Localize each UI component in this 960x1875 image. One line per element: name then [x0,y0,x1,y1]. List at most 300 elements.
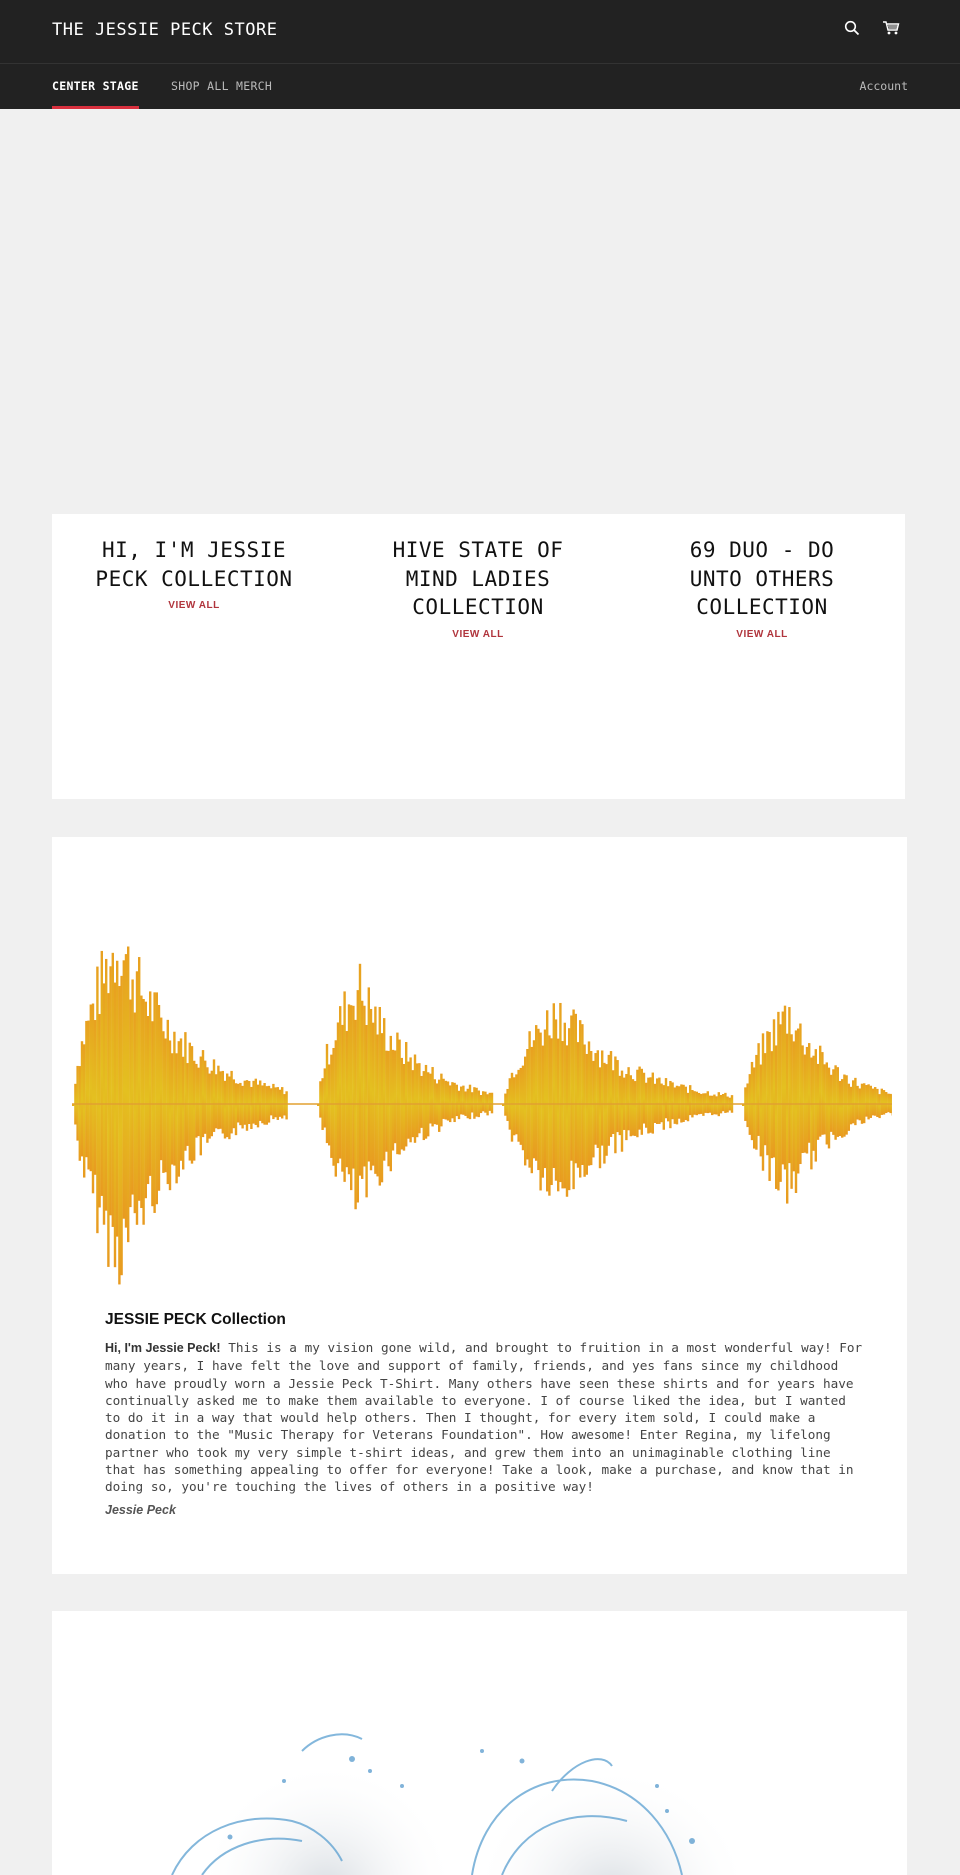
waveform-bar [612,1070,614,1134]
waveform-bar [517,1070,519,1142]
waveform-bar [616,1060,618,1132]
waveform-bar [385,1051,387,1152]
waveform-bar [226,1074,228,1138]
waveform-bar [191,1046,193,1164]
waveform-bar [445,1081,447,1120]
waveform-bar [189,1043,191,1161]
waveform-bar [112,953,114,1227]
waveform-bar [537,1029,539,1170]
waveform-bar [431,1067,433,1126]
waveform-bar [319,1081,321,1117]
waveform-bar [85,1021,87,1157]
waveform-bar [559,1003,561,1182]
waveform-bar [392,1050,394,1151]
waveform-bar [87,1021,89,1170]
waveform-bar [195,1064,197,1138]
store-logo[interactable]: THE JESSIE PECK STORE [52,20,278,40]
waveform-bar [425,1065,427,1139]
waveform-bar [250,1087,252,1129]
waveform-bar [539,1033,541,1191]
waveform-bar [656,1078,658,1124]
waveform-bar [707,1091,709,1113]
waveform-bar [350,1005,352,1190]
waveform-bar [513,1077,515,1135]
waveform-bar [114,983,116,1268]
waveform-bar [365,1025,367,1197]
waveform-bar [795,1030,797,1193]
waveform-bar [848,1084,850,1131]
collection-title: HIVE STATE OF MIND LADIES COLLECTION [392,538,564,619]
nav-item-center-stage[interactable]: CENTER STAGE [52,64,139,109]
waveform-bar [630,1075,632,1136]
waveform-bar [440,1074,442,1127]
waveform-bar [219,1071,221,1128]
waveform-bar [127,947,129,1243]
waveform-bar [865,1085,867,1117]
waveform-bar [162,1031,164,1173]
waveform-bar [621,1071,623,1152]
waveform-bar [678,1086,680,1118]
waveform-bar [92,1004,94,1194]
waveform-bar [528,1031,530,1167]
collection-grid [52,514,905,799]
waveform-bar [568,1028,570,1190]
waveform-bar [202,1050,204,1137]
waveform-bar [605,1064,607,1156]
waveform-bar [856,1086,858,1120]
waveform-bar [583,1044,585,1176]
waveform-bar [83,1044,85,1177]
waveform-bar [572,1010,574,1190]
waveform-bar [222,1071,224,1134]
waveform-bar [403,1064,405,1151]
waveform-bar [379,1007,381,1186]
waveform-bar [270,1088,272,1115]
waveform-bar [259,1081,261,1121]
waveform-bar [416,1063,418,1137]
waveform-bar [782,1012,784,1165]
waveform-bar [241,1086,243,1129]
search-icon[interactable] [844,20,860,36]
waveform-bar [874,1087,876,1116]
waveform-bar [81,1041,83,1156]
waveform-bar [451,1082,453,1118]
waveform-bar [90,1005,92,1172]
waveform-bar [790,1034,792,1189]
waveform-bar [550,1038,552,1185]
waveform-bar [520,1068,522,1145]
waveform-bar [491,1093,493,1114]
waveform-bar [266,1086,268,1125]
waveform-bar [658,1078,660,1124]
waveform-bar [423,1071,425,1140]
waveform-bar [237,1084,239,1123]
waveform-bar [248,1081,250,1124]
waveform-bar [149,991,151,1176]
waveform-bar [335,1040,337,1176]
waveform-bar [852,1080,854,1123]
waveform-bar [208,1074,210,1139]
waveform-bar [843,1075,845,1137]
waveform-bar [429,1074,431,1124]
waveform-bar [394,1050,396,1143]
waveform-bar [522,1066,524,1151]
waveform-bar [687,1093,689,1121]
waveform-bar [663,1085,665,1130]
collection-title: 69 DUO - DO UNTO OTHERS COLLECTION [689,538,835,619]
waveform-bar [230,1071,232,1134]
waveform-bar [182,1057,184,1170]
waveform-bar [164,1039,166,1173]
waveform-bar [246,1080,248,1131]
waveform-bar [689,1085,691,1115]
waveform-bar [863,1083,865,1123]
waveform-bar [819,1046,821,1137]
waveform-bar [806,1047,808,1154]
waveform-bar [832,1069,834,1135]
waveform-bar [453,1083,455,1122]
waveform-bar [823,1064,825,1134]
waveform-bar [418,1063,420,1133]
waveform-bar [447,1081,449,1120]
waveform-bar [471,1092,473,1112]
waveform-bar [561,1041,563,1188]
waveform-bar [845,1075,847,1134]
waveform-bar [577,1042,579,1168]
waveform-bar [854,1078,856,1125]
waveform-bar [145,1002,147,1199]
waveform-bar [178,1041,180,1176]
waveform-bar [215,1074,217,1128]
waveform-bar [409,1057,411,1142]
waveform-bar [368,987,370,1161]
waveform-bar [599,1067,601,1168]
waveform-bar [107,993,109,1267]
waveform-bar [332,1048,334,1166]
waveform-bar [760,1065,762,1157]
waveform-bar [768,1032,770,1181]
waveform-bar [213,1059,215,1132]
collection-card[interactable] [662,536,862,641]
waveform-bar [153,992,155,1213]
waveform-bar [257,1085,259,1128]
waveform-bar [98,1014,100,1207]
waveform-bar [592,1061,594,1157]
waveform-bar [878,1094,880,1118]
view-all-link[interactable]: VIEW ALL [168,600,220,611]
waveform-bar [330,1055,332,1158]
header-icons [844,20,900,36]
waveform-bar [665,1078,667,1118]
waveform-bar [458,1091,460,1119]
waveform-bar [169,1040,171,1190]
waveform-bar [224,1081,226,1139]
nav-item-shop-all-merch[interactable]: SHOP ALL MERCH [171,79,273,93]
waveform-bar [473,1087,475,1119]
waveform-bar [173,1032,175,1166]
waveform-bar [489,1093,491,1111]
waveform-bar [109,966,111,1215]
waveform-bar [834,1065,836,1139]
waveform-bar [116,961,118,1237]
waveform-bar [660,1084,662,1123]
waveform-bar [784,1006,786,1170]
waveform-bar [762,1033,764,1170]
waveform-bar [579,1020,581,1177]
waveform-bar [777,1012,779,1191]
waveform-bar [553,1003,555,1168]
waveform-bar [171,1053,173,1164]
waveform-bar [374,1007,376,1174]
waveform-bar [533,1040,535,1158]
waveform-bar [484,1092,486,1113]
waveform-bar [357,990,359,1202]
waveform-bar [134,1012,136,1213]
waveform-bar [482,1091,484,1111]
waveform-bar [252,1081,254,1124]
waveform-bar [821,1052,823,1135]
waveform-bar [160,1018,162,1161]
waveform-bar [887,1094,889,1112]
waveform-bar [475,1088,477,1117]
waveform-bar [779,1024,781,1182]
collection-card[interactable] [94,536,294,612]
waveform-bar [722,1094,724,1111]
waveform-bar [361,1001,363,1179]
waveform-bar [283,1094,285,1115]
waveform-bar [387,1051,389,1166]
waveform-bar [200,1057,202,1156]
waveform-bar [120,976,122,1275]
waveform-bar [810,1058,812,1170]
waveform-bar [339,1006,341,1158]
waveform-bar [206,1067,208,1142]
waveform-bar [793,1041,795,1171]
waveform-bar [614,1056,616,1153]
waveform-bar [647,1078,649,1134]
waveform-bar [125,954,127,1228]
waveform-bar [193,1061,195,1161]
waveform-bar [370,1009,372,1170]
feature-text [105,1339,865,1496]
waveform-bar [601,1050,603,1145]
waveform-bar [486,1094,488,1115]
waveform-bar [123,960,125,1218]
waveform-bar [136,971,138,1225]
waveform-bar [94,1020,96,1175]
waveform-bar [570,1015,572,1160]
waveform-bar [285,1091,287,1119]
waveform-bar [151,1021,153,1206]
waveform-bar [881,1089,883,1115]
waveform-bar [105,959,107,1211]
waveform-bar [555,1019,557,1180]
waveform-bar [531,1047,533,1173]
waveform-bar [469,1085,471,1119]
waveform-bar [786,1034,788,1204]
waveform-bar [348,1004,350,1174]
waveform-bar [363,1006,365,1167]
waveform-bar [235,1083,237,1135]
waveform-bar [634,1081,636,1136]
waveform-bar [764,1053,766,1145]
collection-card[interactable] [378,536,578,641]
waveform-bar [674,1087,676,1123]
waveform-bar [638,1067,640,1130]
waveform-bar [244,1081,246,1125]
waveform-bar [799,1024,801,1165]
waveform-bar [326,1044,328,1143]
waveform-bar [456,1085,458,1116]
waveform-bar [420,1076,422,1128]
view-all-link[interactable]: VIEW ALL [452,628,504,640]
waveform-bar [876,1089,878,1117]
waveform-bar [753,1067,755,1148]
waveform-bar [645,1083,647,1128]
waveform-bar [376,1034,378,1176]
waveform-bar [438,1080,440,1132]
waveform-bar [815,1049,817,1161]
waveform-bar [788,1007,790,1163]
waveform-bar [442,1079,444,1119]
waveform-bar [797,1029,799,1174]
waveform-bar [197,1068,199,1136]
collection-title: HI, I'M JESSIE PECK COLLECTION [95,538,293,591]
waveform-bar [870,1086,872,1118]
waveform-bar [255,1079,257,1125]
waveform-bar [610,1051,612,1137]
waveform-bar [184,1032,186,1151]
waveform-bar [641,1069,643,1135]
feature-heading: JESSIE PECK Collection [105,1311,286,1328]
waveform-bar [643,1073,645,1124]
waveform-bar [817,1064,819,1140]
cart-icon[interactable] [882,20,900,36]
waveform-bar [883,1090,885,1114]
waveform-bar [328,1064,330,1145]
waveform-bar [671,1082,673,1119]
waveform-bar [627,1067,629,1130]
waveform-bar [79,1066,81,1161]
waveform-bar [147,1016,149,1184]
waveform-bar [808,1043,810,1143]
waveform-bar [872,1089,874,1116]
waveform-bar [566,1045,568,1196]
waveform-bar [396,1033,398,1155]
waveform-bar [407,1062,409,1139]
waveform-bar [755,1055,757,1150]
waveform-bar [272,1084,274,1119]
waveform-bar [746,1083,748,1127]
waveform-bar [118,986,120,1284]
waveform-bar [649,1077,651,1132]
waveform-bar [715,1096,717,1114]
waveform-bar [619,1076,621,1135]
waveform-bar [828,1068,830,1149]
feature-section [52,837,907,1574]
waveform-image [72,867,892,1287]
waveform-bar [867,1084,869,1119]
waveform-bar [704,1093,706,1113]
waveform-bar [204,1061,206,1134]
waveform-bar [156,992,158,1204]
feature-body: This is a my vision gone wild, and brought to fruition in a most wonderful way! For many years, I have felt the love and support of family, friends, and yes fans since my childhood who have proudly worn a Jessie Peck T-Shirt. Many others have seen these shirts and for years have continually asked me to make them available to everyone. I of course liked the idea, but I wanted to do it in a way that would help others. Then I thought, for every item sold, I could make a donation to the "Music Therapy for Veterans Foundation". How awesome! Enter Regina, my lifelong partner who took my very simple t-shirt ideas, and grew them into an unimaginable clothing line that has something appealing to offer for everyone! Take a look, make a purchase, and know that in doing so, you're touching the lives of others in a positive way! [105,1340,863,1495]
waveform-bar [131,979,133,1194]
waveform-bar [142,999,144,1225]
waveform-bar [590,1051,592,1165]
waveform-bar [138,957,140,1201]
waveform-bar [434,1079,436,1124]
waveform-bar [564,1023,566,1189]
waveform-bar [594,1053,596,1145]
waveform-bar [535,1025,537,1161]
waveform-bar [885,1092,887,1113]
site-header [0,0,960,64]
waveform-bar [757,1043,759,1136]
water-splash-image [52,1611,907,1875]
waveform-bar [775,1045,777,1189]
waveform-bar [546,1010,548,1191]
waveform-bar [460,1087,462,1115]
waveform-bar [324,1068,326,1127]
waveform-bar [632,1079,634,1136]
waveform-bar [228,1077,230,1140]
waveform-bar [101,951,103,1196]
waveform-bar [281,1087,283,1118]
waveform-bar [346,1031,348,1167]
waveform-bar [751,1062,753,1140]
waveform-bar [381,1033,383,1182]
waveform-bar [652,1073,654,1134]
splash-banner [52,1611,907,1875]
view-all-link[interactable]: VIEW ALL [736,628,788,640]
waveform-bar [773,1019,775,1157]
waveform-bar [524,1057,526,1166]
waveform-bar [96,967,98,1234]
waveform-bar [359,964,361,1176]
waveform-bar [676,1086,678,1125]
waveform-bar [180,1038,182,1160]
waveform-bar [575,1014,577,1163]
waveform-bar [586,1054,588,1175]
waveform-bar [372,1023,374,1166]
waveform-bar [597,1050,599,1148]
waveform-bar [462,1086,464,1115]
waveform-bar [158,1005,160,1191]
waveform-bar [383,1018,385,1161]
waveform-bar [354,1020,356,1209]
main-nav [0,64,960,109]
waveform-bar [511,1073,513,1142]
waveform-bar [693,1091,695,1115]
waveform-bar [837,1067,839,1137]
waveform-bar [766,1031,768,1155]
waveform-bar [850,1087,852,1124]
feature-lead: Hi, I'm Jessie Peck! [105,1341,221,1355]
waveform-bar [557,1039,559,1192]
waveform-bar [217,1066,219,1130]
waveform-bar [711,1096,713,1115]
feature-signature: Jessie Peck [105,1503,176,1517]
waveform-bar [581,1024,583,1165]
waveform-bar [625,1074,627,1140]
account-link[interactable]: Account [859,79,908,93]
waveform-bar [841,1079,843,1138]
waveform-bar [544,1029,546,1168]
waveform-bar [398,1040,400,1155]
waveform-bar [337,1022,339,1163]
waveform-bar [548,1035,550,1195]
